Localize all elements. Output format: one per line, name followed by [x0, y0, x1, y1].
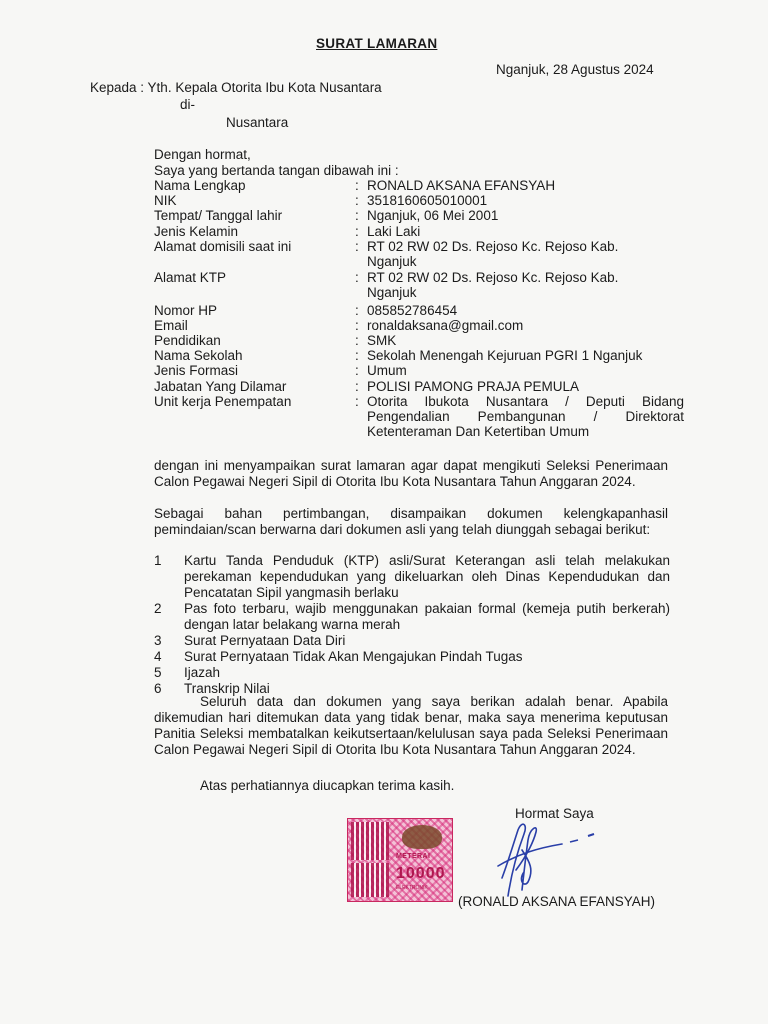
- field-row: [154, 318, 684, 333]
- field-label: Alamat domisili saat ini: [154, 238, 292, 254]
- list-number: 1: [154, 553, 162, 568]
- field-value: Laki Laki: [367, 223, 421, 239]
- field-separator: :: [355, 363, 359, 379]
- recipient-city: Nusantara: [226, 115, 289, 130]
- field-row: [154, 193, 684, 208]
- field-separator: :: [355, 393, 359, 409]
- place-date: Nganjuk, 28 Agustus 2024: [496, 62, 654, 77]
- address-line-1: RT 02 RW 02 Ds. Rejoso Kc. Rejoso Kab.: [367, 238, 619, 254]
- field-separator: :: [355, 223, 359, 239]
- qr-code-icon: [351, 863, 389, 897]
- list-text: Pas foto terbaru, wajib menggunakan pakaian formal (kemeja putih berkerah) dengan latar belakang warna merah: [184, 601, 670, 632]
- address-line-2: Nganjuk: [367, 254, 417, 270]
- field-label: Unit kerja Penempatan: [154, 393, 292, 409]
- field-value: 085852786454: [367, 302, 458, 318]
- field-label: Email: [154, 317, 188, 333]
- list-text: Surat Pernyataan Data Diri: [184, 633, 346, 648]
- field-value: Sekolah Menengah Kejuruan PGRI 1 Nganjuk: [367, 348, 643, 364]
- list-number: 4: [154, 649, 162, 664]
- field-separator: :: [355, 208, 359, 224]
- field-value: Umum: [367, 363, 407, 379]
- field-value: ronaldaksana@gmail.com: [367, 317, 524, 333]
- address-line-2: Nganjuk: [367, 285, 417, 301]
- field-row: [154, 303, 684, 318]
- field-row: [154, 208, 684, 223]
- list-number: 5: [154, 665, 162, 680]
- stamp-label: METERAI: [396, 853, 431, 860]
- list-text: Kartu Tanda Penduduk (KTP) asli/Surat Keterangan asli telah melakukan perekaman kependudukan yang dikeluarkan oleh Dinas Kependudukan dan Pencatatan Sipil yangmasih berlaku: [184, 553, 670, 600]
- field-label: Jenis Formasi: [154, 363, 239, 379]
- field-value: 3518160605010001: [367, 193, 488, 209]
- field-label: Nama Lengkap: [154, 178, 246, 193]
- stamp-nominal: 10000: [396, 865, 446, 882]
- field-value: POLISI PAMONG PRAJA PEMULA: [367, 378, 580, 394]
- field-separator: :: [355, 378, 359, 394]
- list-number: 2: [154, 601, 162, 616]
- field-label: NIK: [154, 193, 177, 209]
- field-separator: :: [355, 238, 359, 254]
- field-label: Jenis Kelamin: [154, 223, 239, 239]
- paragraph-declaration: Seluruh data dan dokumen yang saya berikan adalah benar. Apabila dikemudian hari ditemukan data yang tidak benar, maka saya menerima keputusan Panitia Seleksi membatalkan keikutsertaan/kelulusan saya pada Seleksi Penerimaan Calon Pegawai Negeri Sipil di Otorita Ibu Kota Nusantara Tahun Anggaran 2024.: [154, 694, 668, 757]
- field-label: Nomor HP: [154, 302, 218, 318]
- recipient-di: di-: [180, 97, 196, 112]
- field-separator: :: [355, 193, 359, 209]
- field-label: Jabatan Yang Dilamar: [154, 378, 287, 394]
- field-value: [367, 239, 684, 269]
- list-text: Transkrip Nilai: [184, 681, 270, 696]
- field-row: [154, 270, 684, 300]
- list-item: [154, 553, 670, 601]
- field-label: Tempat/ Tanggal lahir: [154, 208, 283, 224]
- field-row: [154, 394, 684, 440]
- field-row: [154, 333, 684, 348]
- field-row: [154, 379, 684, 394]
- list-text: Surat Pernyataan Tidak Akan Mengajukan Pindah Tugas: [184, 649, 523, 664]
- closing-text: Atas perhatiannya diucapkan terima kasih.: [200, 778, 455, 793]
- field-value: RONALD AKSANA EFANSYAH: [367, 178, 556, 193]
- stamp-sublabel: ELEKTRONIK: [396, 885, 428, 891]
- field-separator: :: [355, 317, 359, 333]
- greeting: Dengan hormat,: [154, 147, 251, 162]
- paragraph-documents-intro: Sebagai bahan pertimbangan, disampaikan dokumen kelengkapanhasil pemindaian/scan berwarna dari dokumen asli yang telah diunggah sebagai berikut:: [154, 506, 668, 537]
- list-item: [154, 665, 670, 681]
- list-item: [154, 601, 670, 633]
- field-value: Otorita Ibukota Nusantara / Deputi Bidang Pengendalian Pembangunan / Direktorat Ketenteraman Dan Ketertiban Umum: [367, 393, 684, 440]
- field-label: Pendidikan: [154, 333, 221, 349]
- recipient-line: Kepada : Yth. Kepala Otorita Ibu Kota Nusantara: [90, 80, 382, 95]
- field-separator: :: [355, 270, 359, 286]
- list-number: 3: [154, 633, 162, 648]
- list-text: Ijazah: [184, 665, 221, 680]
- address-line-1: RT 02 RW 02 Ds. Rejoso Kc. Rejoso Kab.: [367, 270, 619, 286]
- field-row: [154, 224, 684, 239]
- field-label: Nama Sekolah: [154, 348, 243, 364]
- field-separator: :: [355, 178, 359, 193]
- meterai-stamp: [347, 818, 453, 902]
- signatory-name: (RONALD AKSANA EFANSYAH): [458, 894, 656, 909]
- field-separator: :: [355, 348, 359, 364]
- list-item: [154, 633, 670, 649]
- documents-list: [154, 553, 670, 697]
- garuda-emblem-icon: [402, 825, 442, 849]
- field-value: [367, 270, 684, 300]
- intro-text: Saya yang bertanda tangan dibawah ini :: [154, 163, 399, 178]
- letter-title: SURAT LAMARAN: [316, 36, 438, 51]
- applicant-fields: [154, 178, 684, 439]
- signature-salutation: Hormat Saya: [515, 806, 594, 821]
- field-row: [154, 348, 684, 363]
- field-value: SMK: [367, 333, 397, 349]
- field-separator: :: [355, 333, 359, 349]
- list-number: 6: [154, 681, 162, 696]
- field-separator: :: [355, 302, 359, 318]
- field-row: [154, 239, 684, 269]
- field-label: Alamat KTP: [154, 270, 227, 286]
- field-row: [154, 363, 684, 378]
- paragraph-application: dengan ini menyampaikan surat lamaran agar dapat mengikuti Seleksi Penerimaan Calon Pegawai Negeri Sipil di Otorita Ibu Kota Nusantara Tahun Anggaran 2024.: [154, 458, 668, 489]
- list-item: [154, 649, 670, 665]
- qr-code-icon: [351, 822, 389, 860]
- field-row: [154, 178, 684, 193]
- signature-scribble: [478, 810, 608, 900]
- field-value: Nganjuk, 06 Mei 2001: [367, 208, 499, 224]
